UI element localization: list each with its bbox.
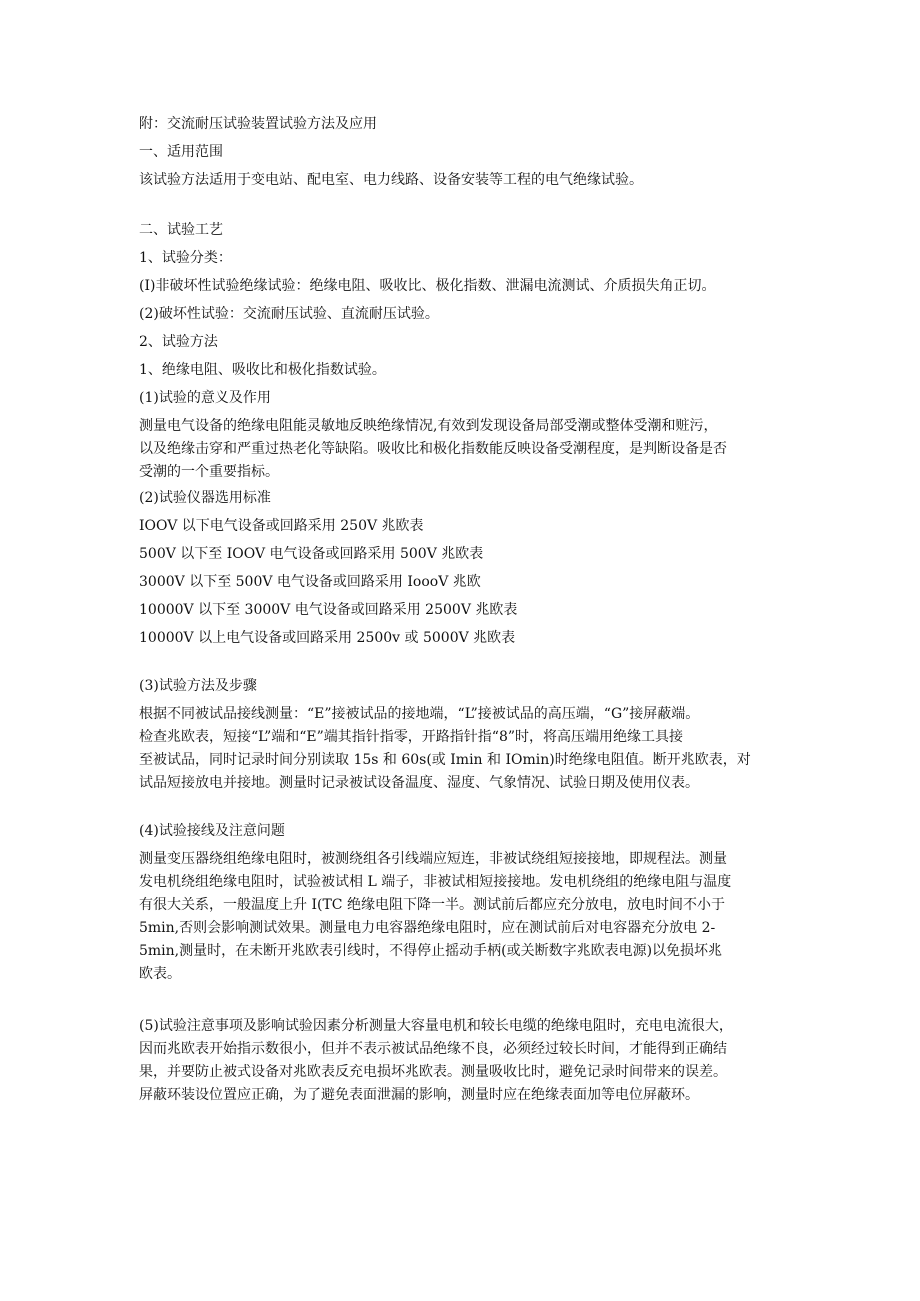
class-item-2: (2)破坏性试验：交流耐压试验、直流耐压试验。 [139, 306, 439, 322]
sub1-heading: (1)试验的意义及作用 [139, 390, 271, 406]
paragraph-line: 果，并要防止被式设备对兆欧表反充电损坏兆欧表。测量吸收比时，避免记录时间带来的误差。 [139, 1064, 727, 1080]
paragraph-line: 以及绝缘击穿和严重过热老化等缺陷。吸收比和极化指数能反映设备受潮程度，是判断设备是否 [139, 441, 727, 457]
paragraph-line: 屏蔽环装设位置应正确，为了避免表面泄漏的影响，测量时应在绝缘表面加等电位屏蔽环。 [139, 1087, 699, 1103]
spacer [139, 652, 799, 672]
class-item-1: (I)非破坏性试验绝缘试验：绝缘电阻、吸收比、极化指数、泄漏电流测试、介质损失角正切。 [139, 278, 716, 294]
instrument-line: 10000V 以下至 3000V 电气设备或回路采用 2500V 兆欧表 [139, 602, 518, 618]
section2-heading: 二、试验工艺 [139, 222, 223, 238]
paragraph-line: (5)试验注意事项及影响试验因素分析测量大容量电机和较长电缆的绝缘电阻时，充电电流很大， [139, 1018, 733, 1034]
sub4-heading: (4)试验接线及注意问题 [139, 823, 285, 839]
paragraph-line: 5min,否则会影响测试效果。测量电力电容器绝缘电阻时，应在测试前后对电容器充分放电 2- [139, 920, 716, 936]
paragraph-line: 根据不同被试品接线测量：“E”接被试品的接地端，“L”接被试品的高压端，“G”接屏蔽端。 [139, 706, 700, 722]
instrument-line: 500V 以下至 IOOV 电气设备或回路采用 500V 兆欧表 [139, 546, 484, 562]
sub5-paragraph [139, 1015, 799, 1107]
document-page [139, 110, 799, 1107]
paragraph-line: 至被试品，同时记录时间分别读取 15s 和 60s(或 Imin 和 IOmin)时绝缘电阻值。断开兆欧表，对 [139, 752, 751, 768]
instrument-line: IOOV 以下电气设备或回路采用 250V 兆欧表 [139, 518, 424, 534]
paragraph-line: 有很大关系，一般温度上升 I(TC 绝缘电阻下降一半。测试前后都应充分放电，放电时间不小于 [139, 897, 725, 913]
test1-heading: 1、绝缘电阻、吸收比和极化指数试验。 [139, 362, 386, 378]
instrument-line: 3000V 以下至 500V 电气设备或回路采用 IoooV 兆欧 [139, 574, 481, 590]
paragraph-line: 检查兆欧表，短接“L”端和“E”端其指针指零，开路指针指“8”时，将高压端用绝缘工具接 [139, 729, 684, 745]
spacer [139, 795, 799, 817]
section1-heading: 一、适用范围 [139, 144, 223, 160]
paragraph-line: 发电机绕组绝缘电阻时，试验被试相 L 端子，非被试相短接接地。发电机绕组的绝缘电阻与温度 [139, 874, 732, 890]
sub1-paragraph [139, 415, 799, 484]
spacer [139, 194, 799, 216]
paragraph-line: 试品短接放电并接地。测量时记录被试设备温度、湿度、气象情况、试验日期及使用仪表。 [139, 775, 699, 791]
paragraph-line: 测量电气设备的绝缘电阻能灵敏地反映绝缘情况,有效到发现设备局部受潮或整体受潮和赃污， [139, 418, 718, 434]
spacer [139, 986, 799, 1012]
sub2-heading: (2)试验仪器选用标准 [139, 490, 271, 506]
document-title: 附：交流耐压试验装置试验方法及应用 [139, 116, 377, 132]
paragraph-line: 因而兆欧表开始指示数很小，但并不表示被试品绝缘不良，必须经过较长时间，才能得到正确结 [139, 1041, 727, 1057]
paragraph-line: 5min,测量时，在未断开兆欧表引线时，不得停止摇动手柄(或关断数字兆欧表电源)以免损坏兆 [139, 943, 723, 959]
sub3-heading: (3)试验方法及步骤 [139, 678, 257, 694]
section1-text: 该试验方法适用于变电站、配电室、电力线路、设备安装等工程的电气绝缘试验。 [139, 172, 643, 188]
paragraph-line: 测量变压器绕组绝缘电阻时，被测绕组各引线端应短连，非被试绕组短接接地，即规程法。测量 [139, 851, 727, 867]
paragraph-line: 欧表。 [139, 966, 181, 982]
paragraph-line: 受潮的一个重要指标。 [139, 464, 279, 480]
instrument-line: 10000V 以上电气设备或回路采用 2500v 或 5000V 兆欧表 [139, 630, 516, 646]
classification-heading: 1、试验分类： [139, 250, 232, 266]
sub4-paragraph [139, 848, 799, 986]
sub3-paragraph [139, 703, 799, 795]
method-heading: 2、试验方法 [139, 334, 218, 350]
